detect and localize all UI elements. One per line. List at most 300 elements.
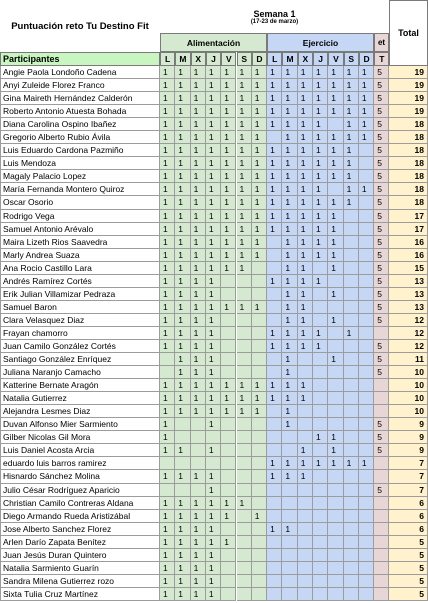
ejercicio-cell[interactable]: 1 — [359, 183, 374, 196]
ejercicio-cell[interactable]: 1 — [282, 92, 297, 105]
alimentacion-cell[interactable]: 1 — [160, 588, 175, 601]
total-cell[interactable]: 13 — [389, 275, 428, 288]
ejercicio-cell[interactable] — [267, 536, 282, 549]
ejercicio-cell[interactable] — [359, 588, 374, 601]
alimentacion-cell[interactable]: 1 — [175, 353, 190, 366]
et-cell[interactable] — [374, 510, 389, 523]
ejercicio-cell[interactable] — [359, 536, 374, 549]
et-cell[interactable]: 5 — [374, 157, 389, 170]
ejercicio-cell[interactable]: 1 — [282, 379, 297, 392]
ejercicio-cell[interactable] — [359, 562, 374, 575]
ejercicio-cell[interactable]: 1 — [313, 196, 328, 209]
participant-name[interactable]: Erik Julian Villamizar Pedraza — [0, 288, 160, 301]
alimentacion-cell[interactable] — [221, 470, 236, 483]
alimentacion-cell[interactable]: 1 — [191, 131, 206, 144]
ejercicio-cell[interactable]: 1 — [282, 301, 297, 314]
et-cell[interactable] — [374, 327, 389, 340]
alimentacion-cell[interactable] — [237, 418, 252, 431]
ejercicio-cell[interactable]: 1 — [282, 79, 297, 92]
alimentacion-cell[interactable] — [252, 549, 267, 562]
et-cell[interactable]: 5 — [374, 236, 389, 249]
alimentacion-cell[interactable]: 1 — [175, 144, 190, 157]
ejercicio-cell[interactable]: 1 — [298, 392, 313, 405]
ejercicio-cell[interactable] — [328, 392, 343, 405]
alimentacion-cell[interactable] — [237, 549, 252, 562]
ejercicio-cell[interactable]: 1 — [313, 118, 328, 131]
alimentacion-cell[interactable]: 1 — [206, 288, 221, 301]
total-cell[interactable]: 18 — [389, 131, 428, 144]
ejercicio-cell[interactable]: 1 — [282, 327, 297, 340]
alimentacion-cell[interactable]: 1 — [160, 379, 175, 392]
ejercicio-cell[interactable] — [298, 575, 313, 588]
alimentacion-cell[interactable]: 1 — [191, 588, 206, 601]
ejercicio-cell[interactable]: 1 — [282, 418, 297, 431]
alimentacion-cell[interactable]: 1 — [160, 223, 175, 236]
ejercicio-cell[interactable] — [313, 444, 328, 457]
participant-name[interactable]: Hisnardo Sánchez Molina — [0, 470, 160, 483]
et-cell[interactable]: 5 — [374, 275, 389, 288]
ejercicio-cell[interactable] — [328, 301, 343, 314]
ejercicio-cell[interactable]: 1 — [267, 157, 282, 170]
ejercicio-cell[interactable] — [298, 431, 313, 444]
ejercicio-cell[interactable]: 1 — [282, 144, 297, 157]
ejercicio-cell[interactable] — [359, 236, 374, 249]
alimentacion-cell[interactable]: 1 — [237, 79, 252, 92]
et-cell[interactable] — [374, 470, 389, 483]
total-cell[interactable]: 9 — [389, 431, 428, 444]
alimentacion-cell[interactable]: 1 — [191, 340, 206, 353]
participant-name[interactable]: María Fernanda Montero Quiroz — [0, 183, 160, 196]
alimentacion-cell[interactable]: 1 — [191, 301, 206, 314]
alimentacion-cell[interactable]: 1 — [175, 444, 190, 457]
alimentacion-cell[interactable]: 1 — [160, 405, 175, 418]
alimentacion-cell[interactable]: 1 — [221, 131, 236, 144]
alimentacion-cell[interactable]: 1 — [206, 301, 221, 314]
ejercicio-cell[interactable] — [359, 575, 374, 588]
alimentacion-cell[interactable] — [237, 288, 252, 301]
participant-name[interactable]: Jose Alberto Sanchez Florez — [0, 523, 160, 536]
et-cell[interactable]: 5 — [374, 183, 389, 196]
et-cell[interactable]: 5 — [374, 444, 389, 457]
alimentacion-cell[interactable]: 1 — [160, 249, 175, 262]
participant-name[interactable]: Rodrigo Vega — [0, 210, 160, 223]
total-cell[interactable]: 18 — [389, 170, 428, 183]
alimentacion-cell[interactable] — [221, 523, 236, 536]
participant-name[interactable]: Natalia Sarmiento Guarín — [0, 562, 160, 575]
alimentacion-cell[interactable]: 1 — [160, 470, 175, 483]
alimentacion-cell[interactable]: 1 — [191, 196, 206, 209]
alimentacion-cell[interactable]: 1 — [221, 392, 236, 405]
alimentacion-cell[interactable]: 1 — [160, 275, 175, 288]
ejercicio-cell[interactable] — [328, 366, 343, 379]
alimentacion-cell[interactable]: 1 — [175, 588, 190, 601]
ejercicio-cell[interactable] — [298, 353, 313, 366]
alimentacion-cell[interactable] — [237, 327, 252, 340]
alimentacion-cell[interactable]: 1 — [175, 196, 190, 209]
alimentacion-cell[interactable] — [237, 366, 252, 379]
alimentacion-cell[interactable] — [252, 536, 267, 549]
ejercicio-cell[interactable]: 1 — [328, 66, 343, 79]
ejercicio-cell[interactable] — [344, 510, 359, 523]
alimentacion-cell[interactable]: 1 — [206, 536, 221, 549]
alimentacion-cell[interactable]: 1 — [206, 353, 221, 366]
alimentacion-cell[interactable]: 1 — [206, 118, 221, 131]
ejercicio-cell[interactable] — [328, 575, 343, 588]
ejercicio-cell[interactable]: 1 — [298, 236, 313, 249]
alimentacion-cell[interactable] — [221, 314, 236, 327]
alimentacion-cell[interactable]: 1 — [160, 314, 175, 327]
alimentacion-cell[interactable]: 1 — [206, 366, 221, 379]
alimentacion-cell[interactable] — [252, 444, 267, 457]
alimentacion-cell[interactable] — [221, 431, 236, 444]
alimentacion-cell[interactable]: 1 — [206, 549, 221, 562]
ejercicio-cell[interactable]: 1 — [344, 196, 359, 209]
alimentacion-cell[interactable]: 1 — [221, 536, 236, 549]
participant-name[interactable]: Maira Lizeth Rios Saavedra — [0, 236, 160, 249]
alimentacion-cell[interactable]: 1 — [252, 249, 267, 262]
alimentacion-cell[interactable] — [191, 431, 206, 444]
ejercicio-cell[interactable]: 1 — [328, 223, 343, 236]
ejercicio-cell[interactable]: 1 — [298, 288, 313, 301]
ejercicio-cell[interactable]: 1 — [344, 92, 359, 105]
participant-name[interactable]: Gina Maireth Hernández Calderón — [0, 92, 160, 105]
alimentacion-cell[interactable]: 1 — [237, 144, 252, 157]
alimentacion-cell[interactable]: 1 — [221, 92, 236, 105]
ejercicio-cell[interactable] — [267, 549, 282, 562]
alimentacion-cell[interactable]: 1 — [160, 523, 175, 536]
ejercicio-cell[interactable] — [313, 379, 328, 392]
ejercicio-cell[interactable]: 1 — [328, 314, 343, 327]
et-cell[interactable]: 5 — [374, 262, 389, 275]
ejercicio-cell[interactable] — [328, 497, 343, 510]
ejercicio-cell[interactable]: 1 — [298, 379, 313, 392]
alimentacion-cell[interactable]: 1 — [175, 562, 190, 575]
ejercicio-cell[interactable]: 1 — [282, 223, 297, 236]
ejercicio-cell[interactable]: 1 — [267, 196, 282, 209]
ejercicio-cell[interactable] — [267, 353, 282, 366]
total-cell[interactable]: 17 — [389, 210, 428, 223]
ejercicio-cell[interactable] — [359, 549, 374, 562]
ejercicio-cell[interactable]: 1 — [328, 92, 343, 105]
ejercicio-cell[interactable]: 1 — [267, 340, 282, 353]
ejercicio-cell[interactable]: 1 — [298, 144, 313, 157]
alimentacion-cell[interactable]: 1 — [237, 392, 252, 405]
ejercicio-cell[interactable]: 1 — [298, 457, 313, 470]
participant-name[interactable]: Magaly Palacio Lopez — [0, 170, 160, 183]
ejercicio-cell[interactable] — [359, 366, 374, 379]
ejercicio-cell[interactable] — [282, 497, 297, 510]
ejercicio-cell[interactable] — [359, 418, 374, 431]
alimentacion-cell[interactable]: 1 — [252, 392, 267, 405]
alimentacion-cell[interactable] — [252, 523, 267, 536]
alimentacion-cell[interactable] — [252, 314, 267, 327]
ejercicio-cell[interactable]: 1 — [282, 457, 297, 470]
alimentacion-cell[interactable]: 1 — [191, 66, 206, 79]
ejercicio-cell[interactable] — [344, 562, 359, 575]
ejercicio-cell[interactable] — [267, 366, 282, 379]
alimentacion-cell[interactable] — [175, 431, 190, 444]
participant-name[interactable]: Gregorio Alberto Rubio Ávila — [0, 131, 160, 144]
alimentacion-cell[interactable]: 1 — [206, 66, 221, 79]
ejercicio-cell[interactable]: 1 — [282, 196, 297, 209]
alimentacion-cell[interactable]: 1 — [206, 236, 221, 249]
participant-name[interactable]: Katterine Bernate Aragón — [0, 379, 160, 392]
ejercicio-cell[interactable] — [328, 379, 343, 392]
ejercicio-cell[interactable] — [313, 575, 328, 588]
alimentacion-cell[interactable]: 1 — [175, 510, 190, 523]
ejercicio-cell[interactable] — [344, 366, 359, 379]
participant-name[interactable]: Roberto Antonio Atuesta Bohada — [0, 105, 160, 118]
ejercicio-cell[interactable]: 1 — [282, 275, 297, 288]
ejercicio-cell[interactable] — [344, 314, 359, 327]
ejercicio-cell[interactable] — [313, 314, 328, 327]
total-cell[interactable]: 17 — [389, 223, 428, 236]
alimentacion-cell[interactable]: 1 — [160, 288, 175, 301]
ejercicio-cell[interactable] — [344, 418, 359, 431]
ejercicio-cell[interactable] — [359, 301, 374, 314]
ejercicio-cell[interactable]: 1 — [328, 262, 343, 275]
alimentacion-cell[interactable]: 1 — [206, 405, 221, 418]
ejercicio-cell[interactable] — [359, 484, 374, 497]
total-cell[interactable]: 18 — [389, 144, 428, 157]
alimentacion-cell[interactable]: 1 — [175, 105, 190, 118]
ejercicio-cell[interactable] — [344, 484, 359, 497]
alimentacion-cell[interactable]: 1 — [160, 157, 175, 170]
alimentacion-cell[interactable]: 1 — [252, 144, 267, 157]
ejercicio-cell[interactable] — [344, 353, 359, 366]
ejercicio-cell[interactable]: 1 — [328, 210, 343, 223]
ejercicio-cell[interactable] — [267, 497, 282, 510]
alimentacion-cell[interactable] — [160, 484, 175, 497]
et-cell[interactable]: 5 — [374, 79, 389, 92]
total-cell[interactable]: 11 — [389, 353, 428, 366]
alimentacion-cell[interactable]: 1 — [206, 275, 221, 288]
ejercicio-cell[interactable] — [344, 470, 359, 483]
alimentacion-cell[interactable] — [252, 418, 267, 431]
alimentacion-cell[interactable]: 1 — [221, 183, 236, 196]
et-cell[interactable]: 5 — [374, 131, 389, 144]
alimentacion-cell[interactable] — [252, 431, 267, 444]
ejercicio-cell[interactable]: 1 — [344, 79, 359, 92]
ejercicio-cell[interactable] — [359, 210, 374, 223]
ejercicio-cell[interactable]: 1 — [298, 92, 313, 105]
alimentacion-cell[interactable] — [237, 536, 252, 549]
alimentacion-cell[interactable] — [252, 262, 267, 275]
ejercicio-cell[interactable] — [359, 196, 374, 209]
total-cell[interactable]: 10 — [389, 366, 428, 379]
alimentacion-cell[interactable]: 1 — [191, 523, 206, 536]
alimentacion-cell[interactable] — [160, 366, 175, 379]
ejercicio-cell[interactable]: 1 — [298, 170, 313, 183]
alimentacion-cell[interactable]: 1 — [191, 536, 206, 549]
alimentacion-cell[interactable] — [237, 523, 252, 536]
ejercicio-cell[interactable]: 1 — [313, 183, 328, 196]
ejercicio-cell[interactable]: 1 — [298, 301, 313, 314]
alimentacion-cell[interactable]: 1 — [175, 536, 190, 549]
ejercicio-cell[interactable]: 1 — [267, 327, 282, 340]
ejercicio-cell[interactable] — [344, 262, 359, 275]
ejercicio-cell[interactable]: 1 — [344, 66, 359, 79]
ejercicio-cell[interactable]: 1 — [298, 327, 313, 340]
alimentacion-cell[interactable]: 1 — [191, 288, 206, 301]
et-cell[interactable]: 5 — [374, 484, 389, 497]
alimentacion-cell[interactable]: 1 — [160, 66, 175, 79]
total-cell[interactable]: 5 — [389, 549, 428, 562]
ejercicio-cell[interactable] — [359, 405, 374, 418]
ejercicio-cell[interactable]: 1 — [298, 79, 313, 92]
alimentacion-cell[interactable]: 1 — [175, 223, 190, 236]
alimentacion-cell[interactable]: 1 — [237, 262, 252, 275]
alimentacion-cell[interactable] — [252, 575, 267, 588]
et-cell[interactable]: 5 — [374, 210, 389, 223]
alimentacion-cell[interactable]: 1 — [191, 405, 206, 418]
et-cell[interactable]: 5 — [374, 366, 389, 379]
ejercicio-cell[interactable] — [359, 262, 374, 275]
ejercicio-cell[interactable] — [328, 183, 343, 196]
ejercicio-cell[interactable] — [344, 405, 359, 418]
ejercicio-cell[interactable] — [298, 418, 313, 431]
alimentacion-cell[interactable]: 1 — [160, 549, 175, 562]
ejercicio-cell[interactable] — [344, 275, 359, 288]
participant-name[interactable]: Luis Mendoza — [0, 157, 160, 170]
ejercicio-cell[interactable] — [282, 562, 297, 575]
ejercicio-cell[interactable] — [359, 470, 374, 483]
alimentacion-cell[interactable] — [237, 340, 252, 353]
alimentacion-cell[interactable]: 1 — [160, 327, 175, 340]
alimentacion-cell[interactable]: 1 — [221, 79, 236, 92]
ejercicio-cell[interactable] — [282, 575, 297, 588]
ejercicio-cell[interactable] — [328, 275, 343, 288]
alimentacion-cell[interactable] — [221, 588, 236, 601]
ejercicio-cell[interactable] — [344, 249, 359, 262]
ejercicio-cell[interactable] — [359, 249, 374, 262]
ejercicio-cell[interactable] — [344, 497, 359, 510]
alimentacion-cell[interactable]: 1 — [206, 131, 221, 144]
ejercicio-cell[interactable] — [359, 497, 374, 510]
alimentacion-cell[interactable]: 1 — [206, 340, 221, 353]
et-cell[interactable]: 5 — [374, 353, 389, 366]
alimentacion-cell[interactable]: 1 — [221, 262, 236, 275]
ejercicio-cell[interactable] — [298, 497, 313, 510]
ejercicio-cell[interactable] — [328, 536, 343, 549]
alimentacion-cell[interactable] — [237, 444, 252, 457]
ejercicio-cell[interactable] — [298, 366, 313, 379]
ejercicio-cell[interactable]: 1 — [313, 144, 328, 157]
ejercicio-cell[interactable] — [267, 314, 282, 327]
ejercicio-cell[interactable] — [267, 510, 282, 523]
total-cell[interactable]: 18 — [389, 196, 428, 209]
ejercicio-cell[interactable]: 1 — [328, 196, 343, 209]
ejercicio-cell[interactable]: 1 — [328, 431, 343, 444]
ejercicio-cell[interactable] — [298, 523, 313, 536]
ejercicio-cell[interactable]: 1 — [298, 249, 313, 262]
alimentacion-cell[interactable]: 1 — [175, 379, 190, 392]
ejercicio-cell[interactable] — [282, 510, 297, 523]
alimentacion-cell[interactable]: 1 — [191, 392, 206, 405]
alimentacion-cell[interactable]: 1 — [175, 340, 190, 353]
ejercicio-cell[interactable]: 1 — [267, 183, 282, 196]
participant-name[interactable]: Sixta Tulia Cruz Martínez — [0, 588, 160, 601]
et-cell[interactable]: 5 — [374, 196, 389, 209]
alimentacion-cell[interactable]: 1 — [175, 249, 190, 262]
alimentacion-cell[interactable]: 1 — [237, 118, 252, 131]
ejercicio-cell[interactable] — [313, 353, 328, 366]
alimentacion-cell[interactable]: 1 — [237, 92, 252, 105]
ejercicio-cell[interactable] — [298, 484, 313, 497]
alimentacion-cell[interactable] — [252, 288, 267, 301]
alimentacion-cell[interactable]: 1 — [160, 497, 175, 510]
participant-name[interactable]: Ana Rocio Castillo Lara — [0, 262, 160, 275]
ejercicio-cell[interactable]: 1 — [298, 444, 313, 457]
ejercicio-cell[interactable] — [267, 288, 282, 301]
total-cell[interactable]: 10 — [389, 405, 428, 418]
ejercicio-cell[interactable] — [359, 353, 374, 366]
total-cell[interactable]: 19 — [389, 105, 428, 118]
et-cell[interactable]: 5 — [374, 431, 389, 444]
ejercicio-cell[interactable] — [359, 314, 374, 327]
ejercicio-cell[interactable] — [328, 588, 343, 601]
ejercicio-cell[interactable] — [313, 510, 328, 523]
total-cell[interactable]: 5 — [389, 588, 428, 601]
alimentacion-cell[interactable]: 1 — [237, 105, 252, 118]
alimentacion-cell[interactable] — [252, 562, 267, 575]
alimentacion-cell[interactable]: 1 — [191, 79, 206, 92]
participant-name[interactable]: Anyi Zuleide Florez Franco — [0, 79, 160, 92]
alimentacion-cell[interactable]: 1 — [175, 236, 190, 249]
total-cell[interactable]: 7 — [389, 457, 428, 470]
alimentacion-cell[interactable]: 1 — [191, 249, 206, 262]
alimentacion-cell[interactable]: 1 — [175, 183, 190, 196]
alimentacion-cell[interactable] — [160, 457, 175, 470]
alimentacion-cell[interactable]: 1 — [160, 105, 175, 118]
ejercicio-cell[interactable] — [267, 444, 282, 457]
ejercicio-cell[interactable]: 1 — [282, 392, 297, 405]
alimentacion-cell[interactable] — [252, 353, 267, 366]
ejercicio-cell[interactable] — [282, 549, 297, 562]
alimentacion-cell[interactable]: 1 — [206, 170, 221, 183]
participant-name[interactable]: Natalia Gutierrez — [0, 392, 160, 405]
et-cell[interactable]: 5 — [374, 66, 389, 79]
participant-name[interactable]: Sandra Milena Gutierrez rozo — [0, 575, 160, 588]
alimentacion-cell[interactable]: 1 — [191, 562, 206, 575]
total-cell[interactable]: 18 — [389, 183, 428, 196]
ejercicio-cell[interactable] — [313, 523, 328, 536]
ejercicio-cell[interactable] — [359, 431, 374, 444]
ejercicio-cell[interactable] — [344, 236, 359, 249]
ejercicio-cell[interactable]: 1 — [282, 353, 297, 366]
ejercicio-cell[interactable]: 1 — [298, 196, 313, 209]
alimentacion-cell[interactable] — [221, 275, 236, 288]
alimentacion-cell[interactable] — [221, 327, 236, 340]
alimentacion-cell[interactable]: 1 — [191, 183, 206, 196]
alimentacion-cell[interactable]: 1 — [221, 405, 236, 418]
alimentacion-cell[interactable]: 1 — [252, 183, 267, 196]
ejercicio-cell[interactable]: 1 — [328, 79, 343, 92]
alimentacion-cell[interactable] — [175, 418, 190, 431]
alimentacion-cell[interactable]: 1 — [237, 210, 252, 223]
ejercicio-cell[interactable] — [267, 588, 282, 601]
ejercicio-cell[interactable]: 1 — [298, 66, 313, 79]
participant-name[interactable]: Andrés Ramírez Cortés — [0, 275, 160, 288]
participant-name[interactable]: Gilber Nicolas Gil Mora — [0, 431, 160, 444]
ejercicio-cell[interactable] — [282, 431, 297, 444]
alimentacion-cell[interactable]: 1 — [252, 236, 267, 249]
ejercicio-cell[interactable]: 1 — [313, 327, 328, 340]
participant-name[interactable]: Frayan chamorro — [0, 327, 160, 340]
ejercicio-cell[interactable] — [313, 262, 328, 275]
et-cell[interactable] — [374, 497, 389, 510]
ejercicio-cell[interactable]: 1 — [313, 92, 328, 105]
